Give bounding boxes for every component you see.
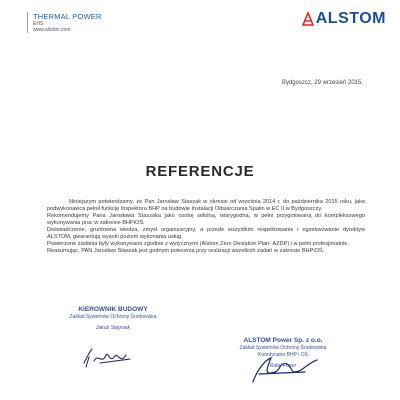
stamp-department: Zakład Systemów Ochrony Środowiska: [239, 345, 327, 351]
alstom-logo: [302, 10, 386, 28]
stamp-title: KIEROWNIK BUDOWY: [78, 306, 148, 313]
document-date: Bydgoszcz, 29 wrzesień 2015.: [281, 80, 363, 86]
letterhead-division: [27, 12, 102, 33]
stamp-company: ALSTOM Power Sp. z o.o.: [243, 337, 323, 344]
logo-mark-icon: [302, 12, 314, 26]
body-paragraph: Niniejszym potwierdzamy, że Pan Jarosław Staszak w okresie od września 2014 r. do października 2015 roku, jako podwykonawca pełnił funkcję Inspektora BHP na budowie Instalacji Odsiarczania Spalin w EC II w Bydgoszczy.: [47, 199, 365, 212]
signature-right-icon: [245, 352, 325, 388]
logo-text: ALSTOM: [315, 10, 386, 27]
stamp-name: Jakub Stępniak: [95, 324, 131, 331]
stamp-department: Zakład Systemów Ochrony Środowiska: [69, 314, 157, 320]
stamp-role: Koordynator BHP i OŚ: [258, 351, 308, 358]
document-title: REFERENCJE: [145, 163, 255, 180]
body-paragraph: Rekomendujemy Pana Jarosława Staszaka jako osobę solidną, wiarygodną, w pełni przygotowaną do kompleksowego wykonywania prac w zakresie BHPiOŚ.: [47, 213, 365, 226]
stamp-left: [58, 306, 168, 331]
body-paragraph: Powierzone zadania były wykonywane zgodnie z wytycznymi (Alstom Zero Deviation Plan- AZDP) i w pełni profesjonalnie.: [47, 241, 349, 247]
document-body: [47, 199, 365, 255]
division-name: THERMAL POWER: [33, 12, 102, 21]
signature-block-left: [58, 306, 168, 331]
body-paragraph: Doświadczenie, gruntowna wiedza, zmysł organizacyjny, a przede wszystkim respektowanie i egzekwowanie dyrektyw ALSTOM, gwarantują wysoki poziom wykonania usług.: [47, 227, 365, 240]
stamp-name: Rafał Fiszer: [269, 363, 297, 369]
website-link[interactable]: www.alstom.com: [33, 27, 71, 33]
division-unit: EHS: [33, 21, 44, 27]
body-paragraph: Reasumując, PAN Jarosław Staszak jest godnym polecenia przy realizacji wszelkich zadań w zakresie BHPiOŚ.: [47, 248, 325, 254]
signature-left-icon: [80, 345, 140, 371]
